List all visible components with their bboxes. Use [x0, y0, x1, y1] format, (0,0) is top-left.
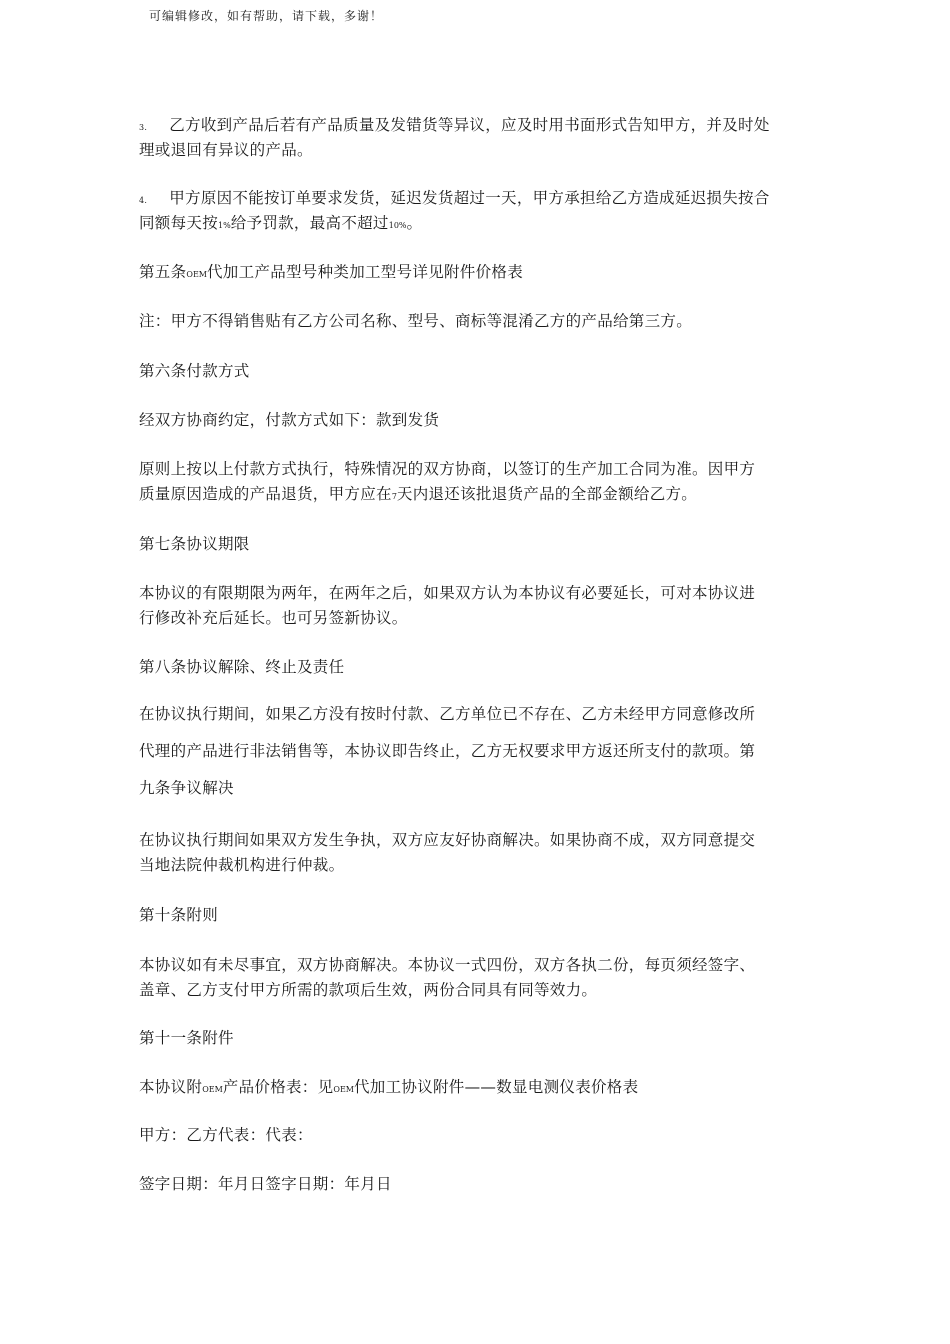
- article-11-text-c: 代加工协议附件——数显电测仪表价格表: [354, 1078, 639, 1096]
- article-6-paragraph-2-line-1: 原则上按以上付款方式执行，特殊情况的双方协商，以签订的生产加工合同为准。因甲方: [139, 460, 756, 478]
- clause-3-text-1: 乙方收到产品后若有产品质量及发错货等异议，应及时用书面形式告知甲方，并及时处: [169, 116, 770, 134]
- article-10-line-2: 盖章、乙方支付甲方所需的款项后生效，两份合同具有同等效力。: [139, 981, 598, 999]
- clause-4-text-1: 甲方原因不能按订单要求发货，延迟发货超过一天，甲方承担给乙方造成延迟损失按合: [169, 189, 770, 207]
- article-6-text-2a: 质量原因造成的产品退货，甲方应在: [139, 485, 392, 503]
- article-6-text-2b: 天内退还该批退货产品的全部金额给乙方。: [396, 485, 698, 503]
- refund-days: 7: [391, 492, 397, 501]
- article-11-text-b: 产品价格表：见: [222, 1078, 334, 1096]
- article-8-line-2: 代理的产品进行非法销售等，本协议即告终止，乙方无权要求甲方返还所支付的款项。第: [139, 742, 756, 760]
- clause-4-line-1: [139, 186, 770, 213]
- article-5-text-a: 第五条: [139, 263, 187, 281]
- article-6-heading: 第六条付款方式: [139, 362, 250, 380]
- clause-3-number: 3.: [139, 123, 148, 132]
- penalty-cap: 10%: [388, 221, 407, 230]
- article-7-line-2: 行修改补充后延长。也可另签新协议。: [139, 609, 408, 627]
- article-5-oem: OEM: [186, 270, 207, 279]
- penalty-rate: 1%: [218, 221, 231, 230]
- clause-4-number: 4.: [139, 196, 148, 205]
- article-5-heading: [139, 260, 523, 287]
- article-11-oem-1: OEM: [202, 1085, 223, 1094]
- article-11-heading: 第十一条附件: [139, 1029, 234, 1047]
- article-7-heading: 第七条协议期限: [139, 535, 250, 553]
- article-9-line-2: 当地法院仲裁机构进行仲裁。: [139, 856, 345, 874]
- clause-4-text-2b: 给予罚款，最高不超过: [230, 214, 389, 232]
- signature-dates: 签字日期：年月日签字日期：年月日: [139, 1175, 392, 1193]
- article-6-paragraph-2-line-2: [139, 482, 697, 509]
- signature-parties: 甲方：乙方代表：代表：: [139, 1126, 313, 1144]
- article-5-text-b: 代加工产品型号种类加工型号详见附件价格表: [207, 263, 524, 281]
- article-10-heading: 第十条附则: [139, 906, 219, 924]
- clause-3-line-1: [139, 113, 770, 140]
- article-6-paragraph-1: 经双方协商约定，付款方式如下：款到发货: [139, 411, 440, 429]
- article-11-oem-2: OEM: [333, 1085, 354, 1094]
- article-9-heading: 九条争议解决: [139, 779, 234, 797]
- article-9-line-1: 在协议执行期间如果双方发生争执，双方应友好协商解决。如果协商不成，双方同意提交: [139, 831, 756, 849]
- article-11-text-a: 本协议附: [139, 1078, 203, 1096]
- article-11-paragraph: [139, 1075, 638, 1102]
- clause-4-text-2c: 。: [406, 214, 423, 232]
- article-10-line-1: 本协议如有未尽事宜，双方协商解决。本协议一式四份，双方各执二份，每页须经签字、: [139, 956, 756, 974]
- article-8-line-1: 在协议执行期间，如果乙方没有按时付款、乙方单位已不存在、乙方未经甲方同意修改所: [139, 705, 756, 723]
- clause-4-line-2: [139, 211, 422, 238]
- header-note: 可编辑修改，如有帮助，请下载，多谢！: [149, 9, 384, 23]
- article-7-line-1: 本协议的有限期限为两年，在两年之后，如果双方认为本协议有必要延长，可对本协议进: [139, 584, 756, 602]
- clause-4-text-2a: 同额每天按: [139, 214, 219, 232]
- clause-3-line-2: 理或退回有异议的产品。: [139, 141, 313, 159]
- note-paragraph: 注：甲方不得销售贴有乙方公司名称、型号、商标等混淆乙方的产品给第三方。: [139, 312, 693, 330]
- article-8-heading: 第八条协议解除、终止及责任: [139, 658, 345, 676]
